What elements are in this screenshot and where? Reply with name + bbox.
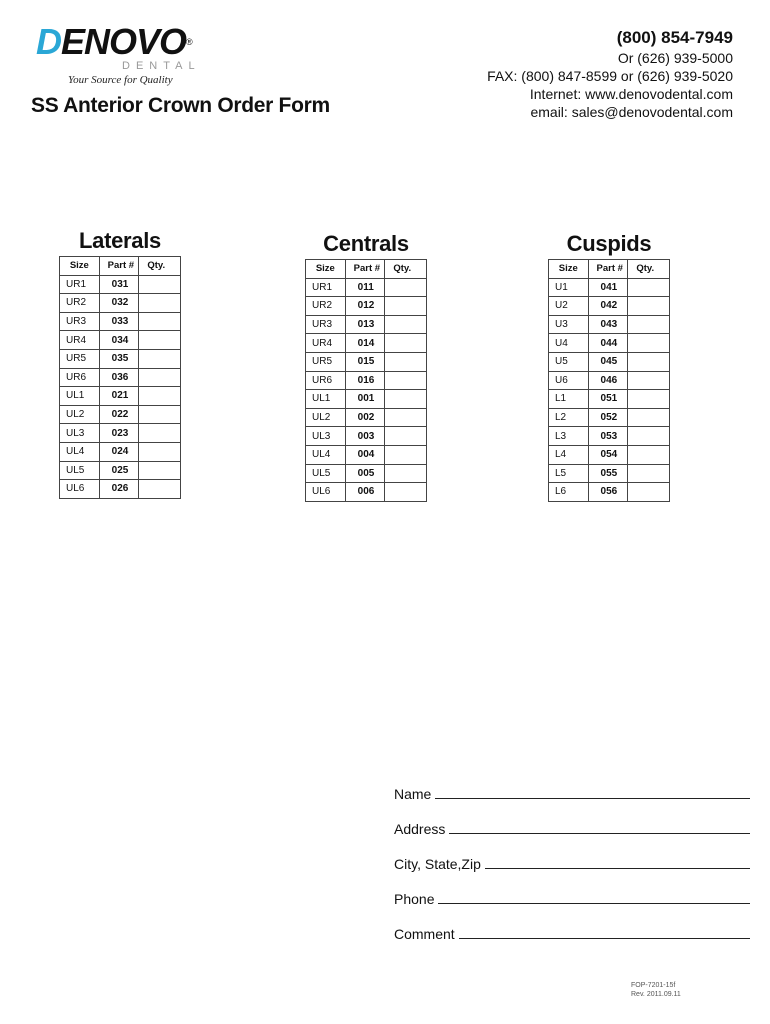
part-cell: 021 [99, 387, 139, 406]
part-cell: 031 [99, 275, 139, 294]
qty-cell[interactable] [385, 427, 427, 446]
table-row [306, 334, 427, 353]
contact-fax: FAX: (800) 847-8599 or (626) 939-5020 [487, 68, 733, 84]
size-cell: L6 [549, 483, 589, 502]
qty-cell[interactable] [385, 352, 427, 371]
table-row [549, 278, 670, 297]
table-row [306, 390, 427, 409]
qty-cell[interactable] [385, 445, 427, 464]
qty-cell[interactable] [628, 390, 670, 409]
size-cell: UL5 [60, 461, 100, 480]
part-cell: 002 [345, 408, 385, 427]
header-qty: Qty. [628, 260, 670, 279]
part-cell: 051 [588, 390, 628, 409]
part-cell: 005 [345, 464, 385, 483]
size-cell: U5 [549, 352, 589, 371]
qty-cell[interactable] [628, 464, 670, 483]
size-cell: UL4 [306, 445, 346, 464]
form-footer [631, 981, 681, 999]
group-title: Cuspids [566, 231, 652, 256]
qty-cell[interactable] [628, 445, 670, 464]
qty-cell[interactable] [139, 480, 181, 499]
table-row [549, 445, 670, 464]
table-row [60, 387, 181, 406]
part-cell: 045 [588, 352, 628, 371]
part-cell: 033 [99, 312, 139, 331]
table-row [549, 427, 670, 446]
customer-fields [394, 767, 750, 942]
table-row [549, 371, 670, 390]
qty-cell[interactable] [139, 312, 181, 331]
group-centrals [305, 231, 427, 502]
header-part: Part # [588, 260, 628, 279]
part-cell: 056 [588, 483, 628, 502]
table-row [549, 483, 670, 502]
part-cell: 046 [588, 371, 628, 390]
contact-email: email: sales@denovodental.com [530, 104, 733, 120]
qty-cell[interactable] [628, 352, 670, 371]
part-cell: 012 [345, 297, 385, 316]
contact-internet: Internet: www.denovodental.com [529, 86, 733, 102]
field-row [394, 767, 750, 802]
field-label: Phone [394, 891, 435, 907]
contact-alt-phone: Or (626) 939-5000 [617, 50, 733, 66]
qty-cell[interactable] [385, 483, 427, 502]
contact-block [487, 27, 733, 121]
part-cell: 004 [345, 445, 385, 464]
field-blank-line[interactable] [485, 868, 750, 869]
part-cell: 026 [99, 480, 139, 499]
size-cell: U6 [549, 371, 589, 390]
size-cell: UR3 [60, 312, 100, 331]
field-row [394, 802, 750, 837]
part-cell: 015 [345, 352, 385, 371]
size-cell: UL6 [306, 483, 346, 502]
size-cell: L2 [549, 408, 589, 427]
size-cell: UL5 [306, 464, 346, 483]
size-cell: UR5 [60, 349, 100, 368]
form-revision: Rev. 2011.09.11 [631, 991, 681, 998]
size-cell: L4 [549, 445, 589, 464]
part-cell: 014 [345, 334, 385, 353]
part-cell: 035 [99, 349, 139, 368]
qty-cell[interactable] [139, 424, 181, 443]
logo-wordmark: DENOVO® [36, 21, 192, 62]
field-label: Comment [394, 926, 455, 942]
field-row [394, 907, 750, 942]
qty-cell[interactable] [139, 387, 181, 406]
size-cell: UR5 [306, 352, 346, 371]
qty-cell[interactable] [139, 331, 181, 350]
part-cell: 034 [99, 331, 139, 350]
qty-cell[interactable] [385, 390, 427, 409]
qty-cell[interactable] [139, 368, 181, 387]
header-size: Size [306, 260, 346, 279]
part-cell: 003 [345, 427, 385, 446]
size-cell: UL1 [60, 387, 100, 406]
part-cell: 043 [588, 315, 628, 334]
part-cell: 032 [99, 294, 139, 313]
size-cell: UR1 [60, 275, 100, 294]
table-row [306, 352, 427, 371]
size-cell: L3 [549, 427, 589, 446]
table-row [60, 368, 181, 387]
crown-table [548, 259, 670, 502]
field-row [394, 837, 750, 872]
part-cell: 023 [99, 424, 139, 443]
table-row [549, 315, 670, 334]
qty-cell[interactable] [628, 297, 670, 316]
size-cell: UR6 [306, 371, 346, 390]
part-cell: 042 [588, 297, 628, 316]
qty-cell[interactable] [385, 278, 427, 297]
size-cell: UL6 [60, 480, 100, 499]
table-row [549, 464, 670, 483]
table-header [549, 260, 670, 279]
header-qty: Qty. [139, 257, 181, 276]
group-cuspids [548, 231, 670, 502]
table-row [306, 371, 427, 390]
table-row [549, 408, 670, 427]
table-row [549, 334, 670, 353]
part-cell: 016 [345, 371, 385, 390]
table-row [549, 297, 670, 316]
part-cell: 044 [588, 334, 628, 353]
table-row [549, 352, 670, 371]
qty-cell[interactable] [628, 315, 670, 334]
qty-cell[interactable] [385, 297, 427, 316]
size-cell: UL2 [60, 405, 100, 424]
logo-tagline: Your Source for Quality [68, 74, 173, 86]
part-cell: 006 [345, 483, 385, 502]
qty-cell[interactable] [628, 408, 670, 427]
field-label: City, State,Zip [394, 856, 481, 872]
form-title: SS Anterior Crown Order Form [31, 94, 330, 117]
size-cell: UL3 [60, 424, 100, 443]
header-size: Size [60, 257, 100, 276]
size-cell: U1 [549, 278, 589, 297]
contact-phone: (800) 854-7949 [616, 28, 733, 47]
size-cell: UR4 [60, 331, 100, 350]
qty-cell[interactable] [628, 427, 670, 446]
part-cell: 011 [345, 278, 385, 297]
size-cell: U2 [549, 297, 589, 316]
size-cell: UR2 [306, 297, 346, 316]
field-blank-line[interactable] [449, 833, 750, 834]
group-title: Centrals [323, 231, 409, 256]
part-cell: 022 [99, 405, 139, 424]
table-row [306, 427, 427, 446]
qty-cell[interactable] [139, 442, 181, 461]
crown-table [59, 256, 181, 499]
size-cell: UR3 [306, 315, 346, 334]
size-cell: UL4 [60, 442, 100, 461]
table-row [60, 331, 181, 350]
table-header [306, 260, 427, 279]
qty-cell[interactable] [139, 294, 181, 313]
group-laterals [59, 228, 181, 499]
part-cell: 055 [588, 464, 628, 483]
table-row [306, 445, 427, 464]
qty-cell[interactable] [139, 461, 181, 480]
field-label: Address [394, 821, 446, 837]
table-row [306, 464, 427, 483]
table-row [60, 480, 181, 499]
form-code: FOP-7201-15f [631, 982, 676, 989]
logo-subtitle: DENTAL [122, 60, 201, 72]
field-blank-line[interactable] [435, 798, 750, 799]
header-part: Part # [345, 260, 385, 279]
qty-cell[interactable] [139, 349, 181, 368]
qty-cell[interactable] [385, 315, 427, 334]
size-cell: U3 [549, 315, 589, 334]
qty-cell[interactable] [385, 371, 427, 390]
part-cell: 054 [588, 445, 628, 464]
table-row [306, 408, 427, 427]
table-row [60, 461, 181, 480]
part-cell: 036 [99, 368, 139, 387]
part-cell: 024 [99, 442, 139, 461]
size-cell: L1 [549, 390, 589, 409]
table-row [549, 390, 670, 409]
table-row [60, 275, 181, 294]
size-cell: UR1 [306, 278, 346, 297]
part-cell: 053 [588, 427, 628, 446]
table-row [306, 483, 427, 502]
part-cell: 025 [99, 461, 139, 480]
field-label: Name [394, 786, 432, 802]
qty-cell[interactable] [385, 334, 427, 353]
size-cell: UR2 [60, 294, 100, 313]
table-row [306, 297, 427, 316]
field-blank-line[interactable] [459, 938, 750, 939]
table-header [60, 257, 181, 276]
size-cell: UL1 [306, 390, 346, 409]
qty-cell[interactable] [628, 278, 670, 297]
qty-cell[interactable] [385, 464, 427, 483]
qty-cell[interactable] [628, 334, 670, 353]
table-row [60, 349, 181, 368]
table-row [60, 294, 181, 313]
table-row [60, 424, 181, 443]
part-cell: 013 [345, 315, 385, 334]
size-cell: U4 [549, 334, 589, 353]
field-row [394, 872, 750, 907]
header-part: Part # [99, 257, 139, 276]
header-qty: Qty. [385, 260, 427, 279]
qty-cell[interactable] [139, 405, 181, 424]
qty-cell[interactable] [628, 483, 670, 502]
size-cell: L5 [549, 464, 589, 483]
field-blank-line[interactable] [438, 903, 750, 904]
qty-cell[interactable] [385, 408, 427, 427]
size-cell: UR4 [306, 334, 346, 353]
table-row [306, 278, 427, 297]
crown-table [305, 259, 427, 502]
qty-cell[interactable] [628, 371, 670, 390]
size-cell: UL3 [306, 427, 346, 446]
qty-cell[interactable] [139, 275, 181, 294]
denovo-logo [36, 21, 216, 94]
table-row [60, 442, 181, 461]
size-cell: UR6 [60, 368, 100, 387]
table-row [60, 312, 181, 331]
part-cell: 052 [588, 408, 628, 427]
group-title: Laterals [79, 228, 161, 253]
table-row [60, 405, 181, 424]
header-size: Size [549, 260, 589, 279]
table-row [306, 315, 427, 334]
size-cell: UL2 [306, 408, 346, 427]
part-cell: 001 [345, 390, 385, 409]
part-cell: 041 [588, 278, 628, 297]
